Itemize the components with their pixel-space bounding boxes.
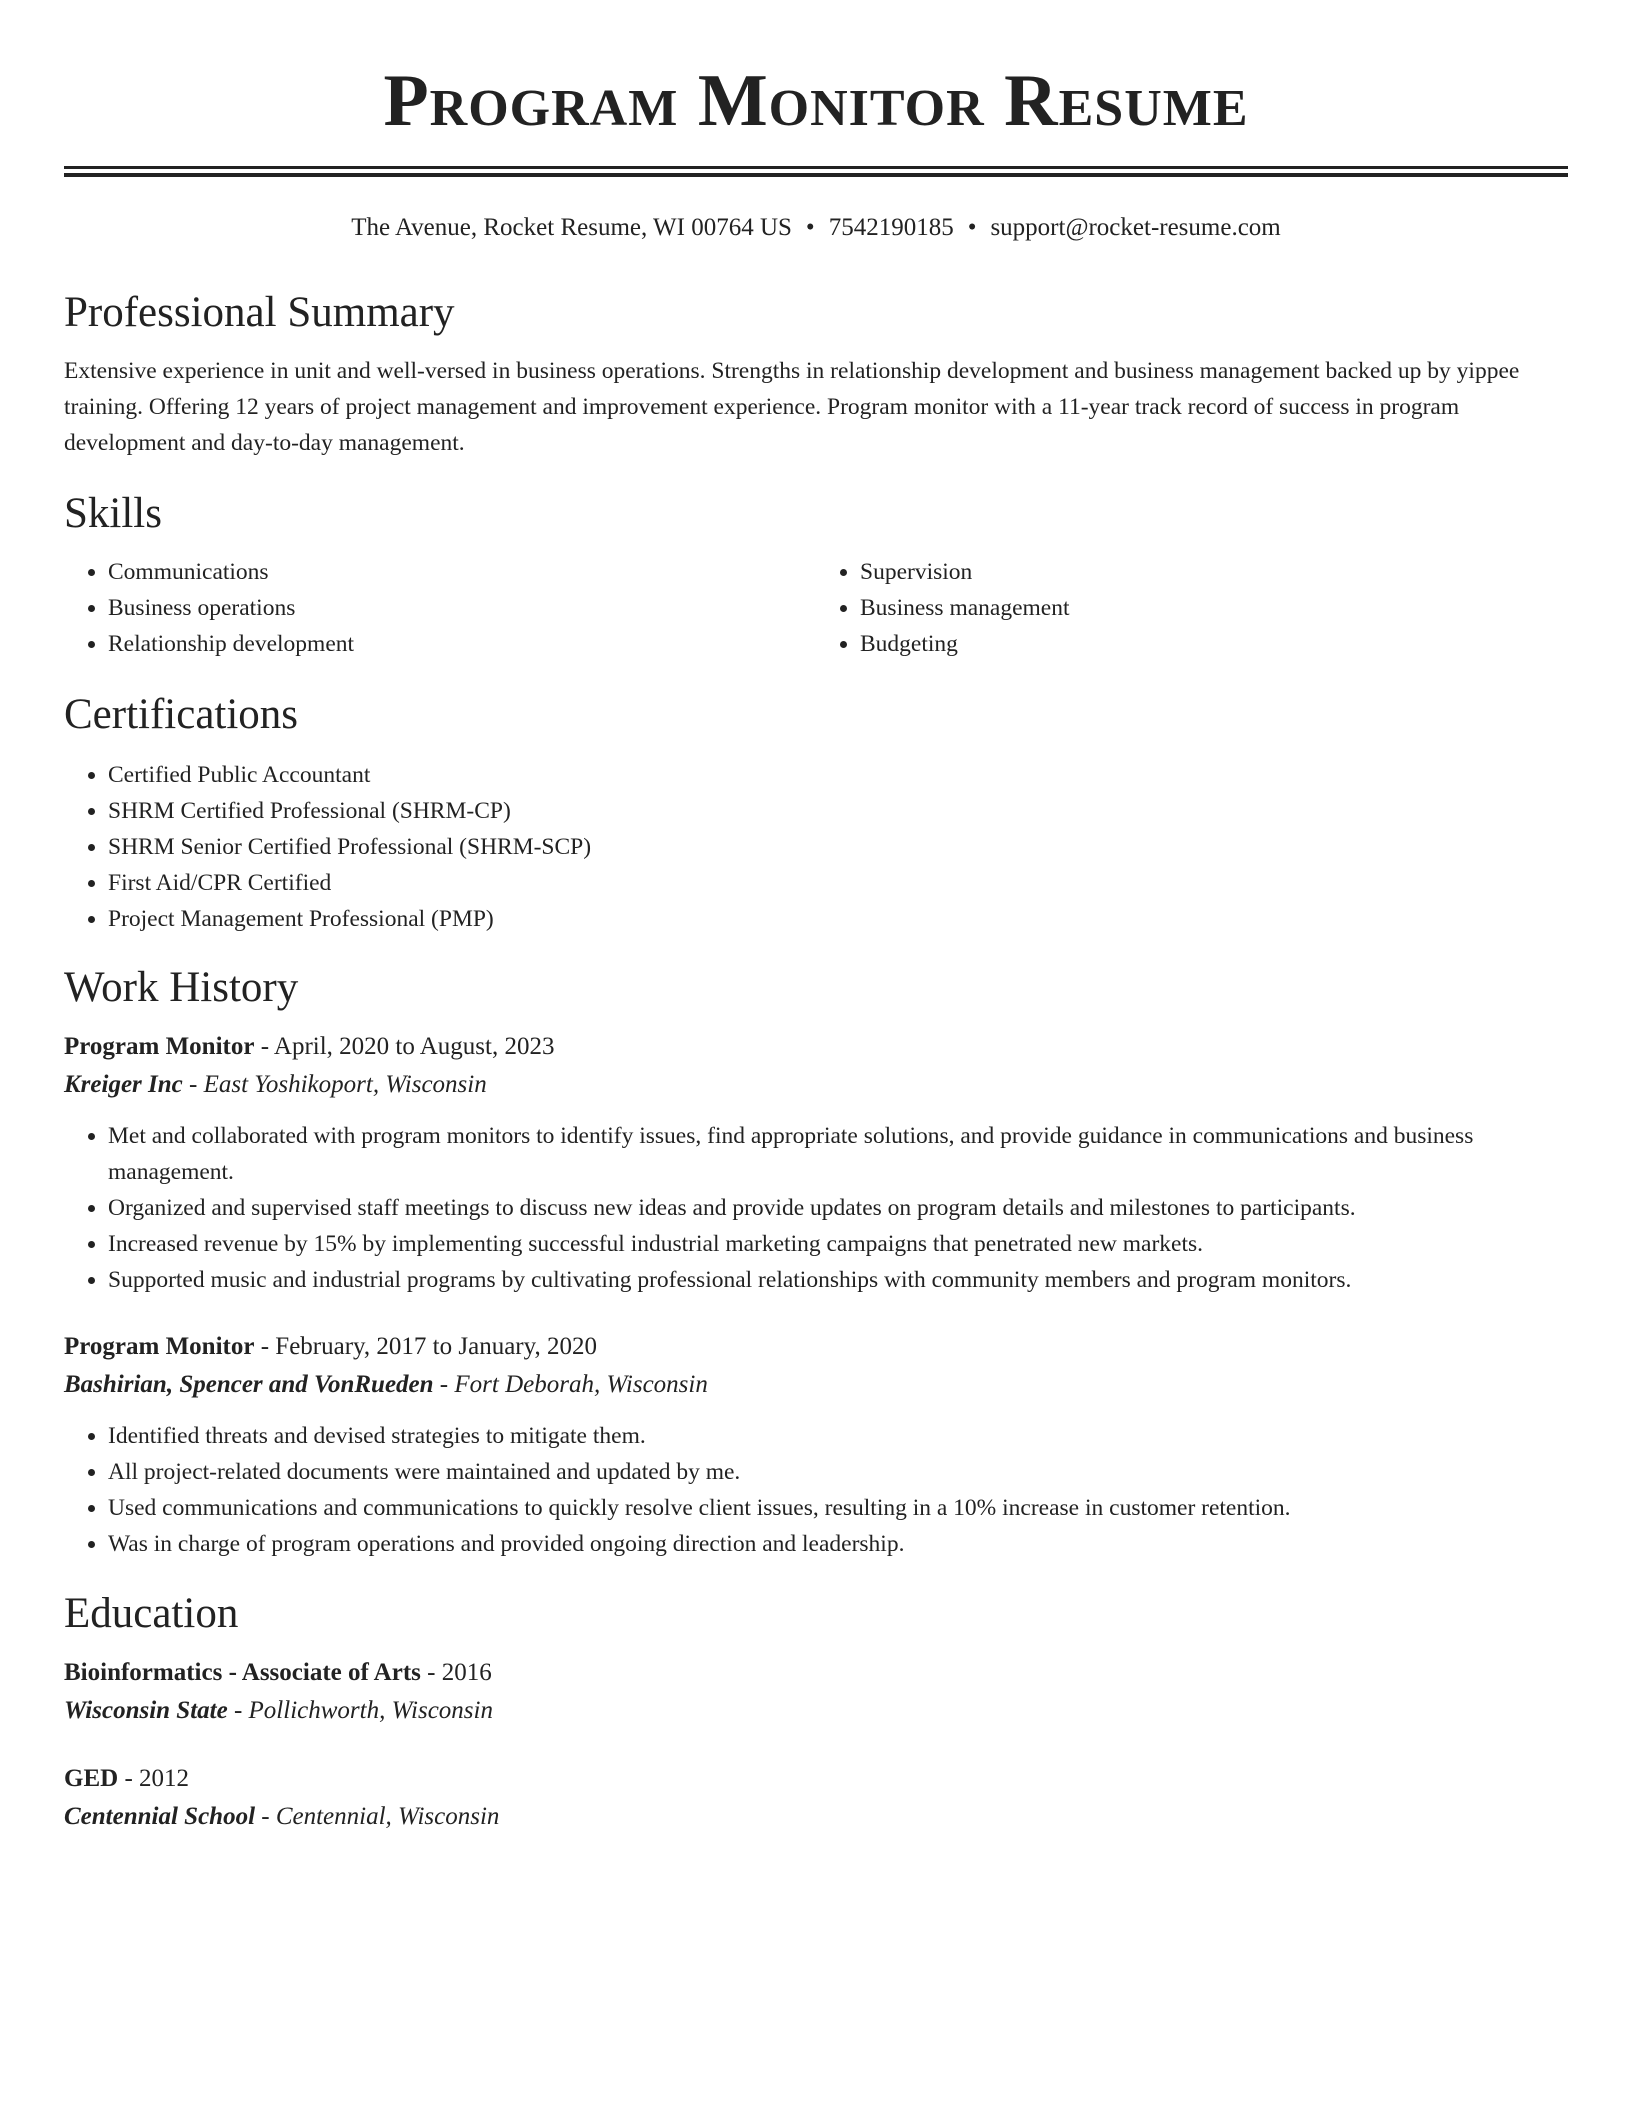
job-company-line [64,1366,1568,1404]
contact-phone[interactable]: 7542190185 [828,214,954,241]
certification-item: • Project Management Professional (PMP) [108,901,1568,937]
job-bullet: • Organized and supervised staff meetings to discuss new ideas and provide updates on program details and milestones to participants. [108,1190,1568,1226]
job-bullet: • Identified threats and devised strategies to mitigate them. [108,1418,1568,1454]
education-degree-line [64,1654,1568,1692]
job-title-line [64,1028,1568,1066]
job-bullet: • Used communications and communications to quickly resolve client issues, resulting in a 10% increase in customer retention. [108,1490,1568,1526]
education-entry [64,1760,1568,1836]
skill-item: • Relationship development [108,626,816,662]
education-degree: Bioinformatics - Associate of Arts [64,1659,421,1686]
skill-item: • Communications [108,554,816,590]
education-entry [64,1654,1568,1730]
job-location: - East Yoshikoport, Wisconsin [182,1071,487,1098]
job-dates: - February, 2017 to January, 2020 [254,1333,597,1360]
education-heading: Education [64,1590,239,1637]
job-bullet: • Increased revenue by 15% by implementing successful industrial marketing campaigns that penetrated new markets. [108,1226,1568,1262]
job-bullet: • All project-related documents were maintained and updated by me. [108,1454,1568,1490]
skill-item: • Business management [860,590,1568,626]
job-bullets [64,1418,1568,1562]
contact-separator: • [805,214,815,241]
skills-list-right [816,554,1568,662]
page-title: Program Monitor Resume [383,60,1249,142]
contact-separator: • [967,214,977,241]
skills-list-left [64,554,816,662]
certification-item: • SHRM Certified Professional (SHRM-CP) [108,793,1568,829]
job-entry [64,1028,1568,1298]
job-dates: - April, 2020 to August, 2023 [254,1033,555,1060]
job-entry [64,1328,1568,1562]
education-school: Centennial School [64,1803,256,1830]
job-title-line [64,1328,1568,1366]
education-school: Wisconsin State [64,1697,228,1724]
education-school-line [64,1692,1568,1730]
certification-item: • SHRM Senior Certified Professional (SHRM-SCP) [108,829,1568,865]
education-school-line [64,1798,1568,1836]
summary-text: Extensive experience in unit and well-versed in business operations. Strengths in relationship development and business management backed up by yippee training. Offering 12 years of project management and improvement experience. Program monitor with a 11-year track record of success in program development and day-to-day management. [64,358,1520,456]
work-history-heading: Work History [64,964,299,1011]
education-degree-line [64,1760,1568,1798]
education-location: - Centennial, Wisconsin [255,1803,500,1830]
contact-address: The Avenue, Rocket Resume, WI 00764 US [351,214,792,241]
summary-heading: Professional Summary [64,289,455,336]
job-bullets [64,1118,1568,1298]
skills-grid [64,554,1568,662]
job-company-line [64,1066,1568,1104]
skill-item: • Business operations [108,590,816,626]
education-degree: GED [64,1765,119,1792]
contact-email[interactable]: support@rocket-resume.com [990,214,1281,241]
certifications-list [64,757,1568,937]
education-year: - 2012 [118,1765,190,1792]
skills-heading: Skills [64,490,162,537]
job-company: Bashirian, Spencer and VonRueden [64,1371,434,1398]
certification-item: • Certified Public Accountant [108,757,1568,793]
job-title: Program Monitor [64,1333,255,1360]
education-location: - Pollichworth, Wisconsin [227,1697,493,1724]
job-bullet: • Was in charge of program operations and provided ongoing direction and leadership. [108,1526,1568,1562]
contact-line [64,211,1568,245]
job-bullet: • Supported music and industrial programs by cultivating professional relationships with community members and program monitors. [108,1262,1568,1298]
certifications-heading: Certifications [64,691,299,738]
education-year: - 2016 [420,1659,492,1686]
job-title: Program Monitor [64,1033,255,1060]
skill-item: • Budgeting [860,626,1568,662]
job-location: - Fort Deborah, Wisconsin [433,1371,708,1398]
job-company: Kreiger Inc [64,1071,183,1098]
job-bullet: • Met and collaborated with program monitors to identify issues, find appropriate solutions, and provide guidance in communications and business management. [108,1118,1568,1190]
title-divider [64,166,1568,177]
skill-item: • Supervision [860,554,1568,590]
certification-item: • First Aid/CPR Certified [108,865,1568,901]
